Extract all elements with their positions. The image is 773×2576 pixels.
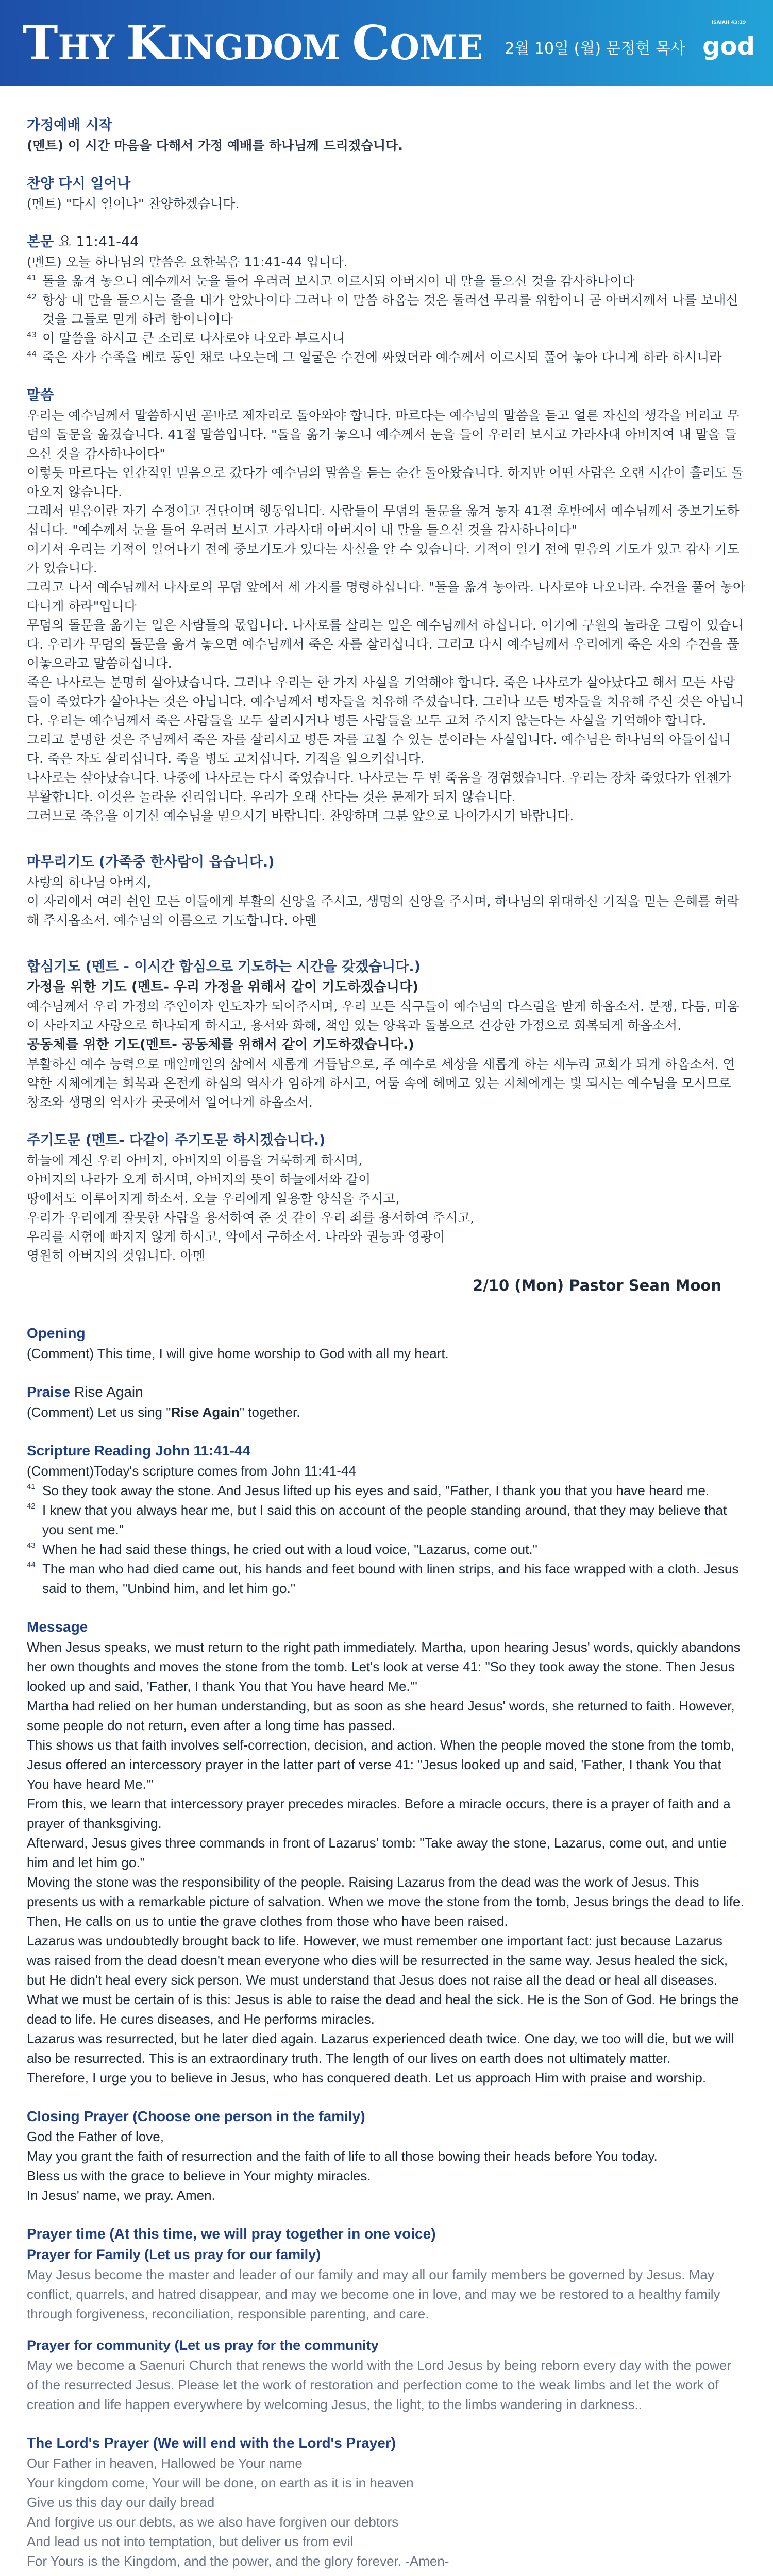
en-verse-list bbox=[27, 1481, 746, 1598]
verse-text: 이 말씀을 하시고 큰 소리로 나사로야 나오라 부르시니 bbox=[42, 331, 345, 346]
lords-prayer-line: And lead us not into temptation, but deliver us from evil bbox=[27, 2534, 354, 2549]
verse-text: 항상 내 말을 들으시는 줄을 내가 알았나이다 그러나 이 말씀 하옵는 것은 둘러선 무리를 위함이니 곧 아버지께서 나를 보내신 것을 그들로 믿게 하려 함이니이다 bbox=[42, 293, 738, 327]
ko-message-title: 말씀 bbox=[27, 387, 54, 403]
message-paragraph: Lazarus was undoubtedly brought back to life. However, we must remember one important fact: just because Lazarus was raised from the dead doesn't mean everyone who dies will be resurrected in the same way. Jesus healed the sick, but He didn't heal every sick person. We must understand that Jesus does not raise all the dead or heal all diseases. bbox=[27, 1933, 728, 1988]
verse-number: 44 bbox=[27, 349, 37, 359]
en-verse bbox=[27, 1500, 746, 1539]
ko-verse-list bbox=[27, 272, 746, 367]
lords-prayer-line: 우리를 시험에 빠지지 않게 하시고, 악에서 구하소서. 나라와 권능과 영광이 bbox=[27, 1229, 445, 1244]
en-family-text: May Jesus become the master and leader of our family and may all our family members be governed by Jesus. May conflict, quarrels, and hatred disappear, and may we become one in love, and may we be restored to a healthy family through forgiveness, reconciliation, responsible parenting, and care. bbox=[27, 2267, 720, 2321]
closing-line: May you grant the faith of resurrection and the faith of life to all those bowing their heads before You today. bbox=[27, 2148, 658, 2164]
logo-svg bbox=[703, 18, 754, 67]
message-paragraph: 여기서 우리는 기적이 일어나기 전에 중보기도가 있다는 사실을 알 수 있습니다. 기적이 일기 전에 믿음의 기도가 있고 감사 기도가 있습니다. bbox=[27, 541, 740, 575]
en-lords-body bbox=[27, 2453, 746, 2571]
lords-prayer-line: Our Father in heaven, Hallowed be Your name bbox=[27, 2455, 303, 2471]
en-closing-body bbox=[27, 2127, 746, 2205]
verse-text: The man who had died came out, his hands and feet bound with linen strips, and his face wrapped with a cloth. Jesus said to them, "Unbind him, and let him go." bbox=[42, 1561, 739, 1596]
lords-prayer-line: Give us this day our daily bread bbox=[27, 2495, 215, 2510]
verse-text: So they took away the stone. And Jesus lifted up his eyes and said, "Father, I thank you that you have heard me. bbox=[42, 1483, 710, 1498]
ko-opening-title: 가정예배 시작 bbox=[27, 117, 112, 133]
verse-number: 41 bbox=[27, 1482, 36, 1491]
en-message-body bbox=[27, 1637, 746, 2088]
verse-text: 돌을 옮겨 놓으니 예수께서 눈을 들어 우러러 보시고 이르시되 아버지여 내 말을 들으신 것을 감사하나이다 bbox=[42, 274, 635, 289]
message-paragraph: This shows us that faith involves self-correction, decision, and action. When the people moved the stone from the tomb, Jesus offered an intercessory prayer in the latter part of verse 41: "Jesus looked up and said, 'Father, I thank You that You have heard Me.'" bbox=[27, 1737, 734, 1792]
closing-line: 이 자리에서 여러 쉰인 모든 이들에게 부활의 신앙을 주시고, 생명의 신앙을 주시며, 하나님의 위대하신 기적을 믿는 은혜를 허락해 주시옵소서. 예수님의 이름으로 기도합니다. 아멘 bbox=[27, 894, 740, 928]
ko-verse bbox=[27, 272, 746, 291]
logo-text: god bbox=[703, 32, 754, 61]
en-praise-song: Rise Again bbox=[70, 1384, 143, 1400]
ko-scripture-intro: (멘트) 오늘 하나님의 말씀은 요한복음 11:41-44 입니다. bbox=[27, 255, 348, 269]
lords-prayer-line: 땅에서도 이루어지게 하소서. 오늘 우리에게 일용할 양식을 주시고, bbox=[27, 1191, 400, 1206]
en-praise-label: Praise bbox=[27, 1384, 71, 1400]
ko-family-text: 예수님께서 우리 가정의 주인이자 인도자가 되어주시며, 우리 모든 식구들이 예수님의 다스림을 받게 하옵소서. 분쟁, 다툼, 미움이 사라지고 사랑으로 하나되게 하시고, 용서와 화해, 책임 있는 양육과 돌봄으로 건강한 가정으로 회복되게 하옵소서. bbox=[27, 999, 740, 1033]
ko-scripture-title bbox=[27, 232, 746, 252]
lords-prayer-line: And forgive us our debts, as we also have forgiven our debtors bbox=[27, 2514, 399, 2530]
header-right bbox=[505, 18, 754, 67]
message-paragraph: Afterward, Jesus gives three commands in front of Lazarus' tomb: "Take away the stone, Lazarus, come out, and untie him and let him go." bbox=[27, 1835, 727, 1870]
ko-scripture-label: 본문 bbox=[27, 234, 54, 250]
en-family-title: Prayer for Family (Let us pray for our family) bbox=[27, 2247, 321, 2262]
signature: 2/10 (Mon) Pastor Sean Moon bbox=[473, 1277, 721, 1294]
en-community-text: May we become a Saenuri Church that renews the world with the Lord Jesus by being reborn every day with the power of the resurrected Jesus. Please let the work of restoration and perfection come to the weak limbs and let the work of creation and life happen everywhere by welcoming Jesus, the light, to the limbs wandering in darkness.. bbox=[27, 2358, 732, 2412]
brand-title bbox=[23, 15, 483, 71]
en-verse bbox=[27, 1481, 746, 1500]
date-pastor: 2월 10일 (월) 문정현 목사 bbox=[505, 40, 685, 58]
message-paragraph: 나사로는 살아났습니다. 나중에 나사로는 다시 죽었습니다. 나사로는 두 번 죽음을 경험했습니다. 우리는 장차 죽었다가 언젠가 부활합니다. 이것은 놀라운 진리입니다. 우리가 오래 산다는 것은 문제가 되지 않습니다. bbox=[27, 770, 731, 804]
lords-prayer-line: For Yours is the Kingdom, and the power, and the glory forever. -Amen- bbox=[27, 2553, 449, 2569]
brand-word: INGDOM bbox=[167, 27, 352, 67]
ko-closing-body bbox=[27, 873, 746, 930]
verse-number: 42 bbox=[27, 292, 37, 301]
korean-section bbox=[27, 115, 746, 1296]
en-scripture-title: Scripture Reading John 11:41-44 bbox=[27, 1443, 251, 1459]
verse-number: 43 bbox=[27, 1541, 36, 1550]
message-paragraph: What we must be certain of is this: Jesus is able to raise the dead and heal the sick. He is the Son of God. He brings the dead to life. He cures diseases, and He performs miracles. bbox=[27, 1992, 739, 2027]
en-opening-text: (Comment) This time, I will give home worship to God with all my heart. bbox=[27, 1346, 449, 1361]
message-paragraph: 그리고 분명한 것은 주님께서 죽은 자를 살리시고 병든 자를 고칠 수 있는 분이라는 사실입니다. 예수님은 하나님의 아들이십니다. 죽은 자도 살리십니다. 죽을 병도 고치십니다. 기적을 일으키십니다. bbox=[27, 732, 731, 766]
en-verse bbox=[27, 1539, 746, 1559]
en-closing-title: Closing Prayer (Choose one person in the family) bbox=[27, 2108, 365, 2124]
message-paragraph: 이렇듯 마르다는 인간적인 믿음으로 갔다가 예수님의 말씀을 듣는 순간 돌아왔습니다. 하지만 어떤 사람은 오랜 시간이 흘러도 돌아오지 않습니다. bbox=[27, 465, 744, 499]
ko-scripture-ref: 요 11:41-44 bbox=[54, 234, 139, 250]
ko-lords-title: 주기도문 (멘트- 다같이 주기도문 하시겠습니다.) bbox=[27, 1132, 326, 1148]
closing-line: God the Father of love, bbox=[27, 2129, 164, 2144]
brand-letter: C bbox=[352, 15, 390, 71]
ko-verse bbox=[27, 329, 746, 348]
brand-word: OME bbox=[390, 27, 483, 67]
verse-number: 43 bbox=[27, 330, 37, 340]
ko-praise-title: 찬양 다시 일어나 bbox=[27, 176, 131, 192]
lords-prayer-line: 우리가 우리에게 잘못한 사람을 용서하여 준 것 같이 우리 죄를 용서하여 주시고, bbox=[27, 1210, 475, 1225]
verse-number: 41 bbox=[27, 273, 37, 282]
en-praise-post: " together. bbox=[239, 1404, 300, 1420]
en-praise-title bbox=[27, 1382, 746, 1402]
brand-letter: T bbox=[23, 15, 58, 71]
en-praise-song-bold: Rise Again bbox=[171, 1404, 240, 1420]
message-paragraph: 우리는 예수님께서 말씀하시면 곧바로 제자리로 돌아와야 합니다. 마르다는 예수님의 말씀을 듣고 얼른 자신의 생각을 버리고 무덤의 돌문을 옮겼습니다. 41절 말씀입니다. "돌을 옮겨 놓으니 예수께서 눈을 들어 우러러 보시고 가라사대 아버지여 내 말을 들으신 것을 감사하나이다" bbox=[27, 408, 740, 461]
en-message-title: Message bbox=[27, 1619, 88, 1635]
closing-line: 사랑의 하나님 아버지, bbox=[27, 875, 152, 890]
message-paragraph: 무덤의 돌문을 옮기는 일은 사람들의 몫입니다. 나사로를 살리는 일은 예수님께서 하십니다. 여기에 구원의 놀라운 그림이 있습니다. 우리가 무덤의 돌문을 옮겨 놓으면 예수님께서 죽은 자를 살리십니다. 그리고 다시 예수님께서 우리에게 죽은 자의 수건을 풀어놓으라고 말씀하십니다. bbox=[27, 618, 744, 671]
lords-prayer-line: 아버지의 나라가 오게 하시며, 아버지의 뜻이 하늘에서와 같이 bbox=[27, 1172, 371, 1187]
verse-number: 42 bbox=[27, 1502, 36, 1511]
message-paragraph: When Jesus speaks, we must return to the right path immediately. Martha, upon hearing Jesus' words, quickly abandons her own thoughts and moves the stone from the tomb. Let's look at verse 41: "So they took away the stone. Then Jesus looked up and said, 'Father, I thank You that You have heard Me.'" bbox=[27, 1639, 741, 1694]
ko-verse bbox=[27, 348, 746, 367]
ko-community-title: 공동체를 위한 기도(멘트- 공동체를 위해서 같이 기도하겠습니다.) bbox=[27, 1037, 414, 1053]
ko-message-body bbox=[27, 406, 746, 825]
en-praise-pre: (Comment) Let us sing " bbox=[27, 1404, 171, 1420]
message-paragraph: 그래서 믿음이란 자기 수정이고 결단이며 행동입니다. 사람들이 무덤의 돌문을 옮겨 놓자 41절 후반에서 예수님께서 중보기도하십니다. "예수께서 눈을 들어 우러러 보시고 가라사대 아버지여 내 말을 들으신 것을 감사하나이다" bbox=[27, 503, 740, 537]
message-paragraph: Moving the stone was the responsibility of the people. Raising Lazarus from the dead was the work of Jesus. This presents us with a remarkable picture of salvation. When we move the stone from the tomb, Jesus brings the dead to life. Then, He calls on us to untie the grave clothes from those who have been raised. bbox=[27, 1874, 744, 1929]
closing-line: In Jesus' name, we pray. Amen. bbox=[27, 2188, 215, 2203]
english-section bbox=[27, 1323, 746, 2571]
message-paragraph: From this, we learn that intercessory prayer precedes miracles. Before a miracle occurs, there is a prayer of faith and a prayer of thanksgiving. bbox=[27, 1796, 731, 1831]
lords-prayer-line: Your kingdom come, Your will be done, on earth as it is in heaven bbox=[27, 2475, 414, 2490]
en-scripture-intro: (Comment)Today's scripture comes from John 11:41-44 bbox=[27, 1463, 356, 1479]
message-paragraph: 그리고 나서 예수님께서 나사로의 무덤 앞에서 세 가지를 명령하십니다. "돌을 옮겨 놓아라. 나사로야 나오너라. 수건을 풀어 놓아 다니게 하라"입니다 bbox=[27, 580, 746, 614]
brand-letter: K bbox=[126, 15, 167, 71]
en-prayer-title: Prayer time (At this time, we will pray together in one voice) bbox=[27, 2226, 436, 2242]
en-lords-title: The Lord's Prayer (We will end with the Lord's Prayer) bbox=[27, 2435, 396, 2451]
message-paragraph: 그러므로 죽음을 이기신 예수님을 믿으시기 바랍니다. 찬양하며 그분 앞으로 나아가시기 바랍니다. bbox=[27, 808, 574, 823]
en-community-title: Prayer for community (Let us pray for the community bbox=[27, 2337, 379, 2353]
en-praise-text bbox=[27, 1402, 746, 1422]
ko-opening-text: (멘트) 이 시간 마음을 다해서 가정 예배를 하나님께 드리겠습니다. bbox=[27, 138, 403, 153]
en-opening-title: Opening bbox=[27, 1325, 86, 1341]
verse-text: When he had said these things, he cried out with a loud voice, "Lazarus, come out." bbox=[42, 1541, 537, 1557]
message-paragraph: Lazarus was resurrected, but he later died again. Lazarus experienced death twice. One day, we too will die, but we will also be resurrected. This is an extraordinary truth. The length of our lives on earth does not ultimately matter. bbox=[27, 2031, 734, 2066]
ko-closing-title: 마무리기도 (가족중 한사람이 읍습니다.) bbox=[27, 854, 275, 870]
ko-prayer-title: 합심기도 (멘트 - 이시간 합심으로 기도하는 시간을 갖겠습니다.) bbox=[27, 959, 421, 975]
brand-word: HY bbox=[58, 27, 126, 67]
header-banner bbox=[0, 0, 773, 86]
god-does-logo-icon bbox=[703, 18, 754, 67]
verse-number: 44 bbox=[27, 1561, 36, 1569]
closing-line: Bless us with the grace to believe in Your mighty miracles. bbox=[27, 2168, 371, 2183]
message-paragraph: 죽은 나사로는 분명히 살아났습니다. 그러나 우리는 한 가지 사실을 기억해야 합니다. 죽은 나사로가 살아났다고 해서 모든 사람들이 죽었다가 살아나는 것은 아닙니다. 예수님께서 병자들을 치유해 주셨습니다. 그러나 모든 병자들을 치유해 주신 것은 아닙니다. 우리는 예수님께서 죽은 사람들을 모두 살리시거나 병든 사람들을 모두 고쳐 주시지 않는다는 사실을 기억해야 합니다. bbox=[27, 675, 744, 728]
message-paragraph: Martha had relied on her human understanding, but as soon as she heard Jesus' words, she returned to faith. However, some people do not return, even after a long time has passed. bbox=[27, 1698, 735, 1733]
message-paragraph: Therefore, I urge you to believe in Jesus, who has conquered death. Let us approach Him with praise and worship. bbox=[27, 2070, 707, 2086]
ko-family-title: 가정을 위한 기도 (멘트- 우리 가정을 위해서 같이 기도하겠습니다) bbox=[27, 979, 418, 995]
en-verse bbox=[27, 1559, 746, 1598]
lords-prayer-line: 영원히 아버지의 것입니다. 아멘 bbox=[27, 1248, 205, 1263]
verse-text: 죽은 자가 수족을 베로 동인 채로 나오는데 그 얼굴은 수건에 싸였더라 예수께서 이르시되 풀어 놓아 다니게 하라 하시니라 bbox=[42, 350, 722, 365]
logo-subtitle: ISAIAH 43:19 bbox=[711, 20, 746, 25]
ko-verse bbox=[27, 291, 746, 329]
ko-lords-body bbox=[27, 1151, 746, 1265]
lords-prayer-line: 하늘에 계신 우리 아버지, 아버지의 이름을 거룩하게 하시며, bbox=[27, 1153, 363, 1168]
content bbox=[0, 86, 773, 2571]
verse-text: I knew that you always hear me, but I said this on account of the people standing around, that they may believe that you sent me." bbox=[42, 1502, 727, 1537]
ko-praise-text: (멘트) "다시 일어나" 찬양하겠습니다. bbox=[27, 196, 240, 211]
ko-community-text: 부활하신 예수 능력으로 매일매일의 삶에서 새롭게 거듭남으로, 주 예수로 세상을 새롭게 하는 새누리 교회가 되게 하옵소서. 연약한 지체에게는 회복과 온전케 하심의 역사가 임하게 하시고, 어둠 속에 헤메고 있는 지체에게는 빛 되시는 예수님을 모시므로 창조와 생명의 역사가 곳곳에서 일어나게 하옵소서. bbox=[27, 1057, 735, 1110]
